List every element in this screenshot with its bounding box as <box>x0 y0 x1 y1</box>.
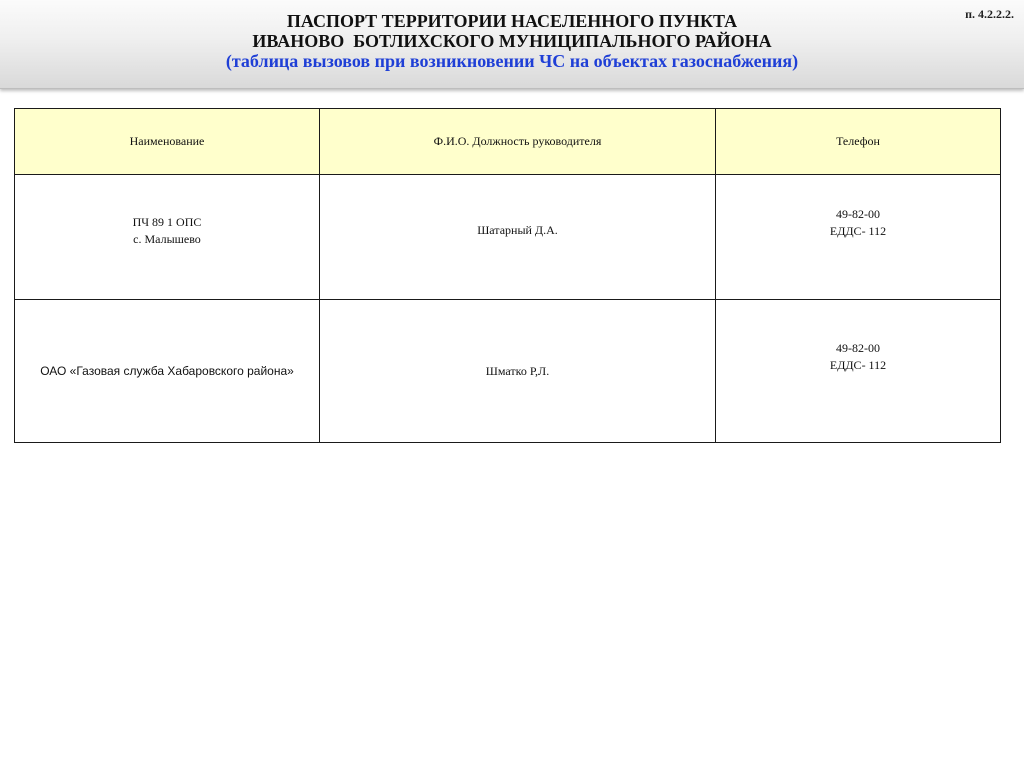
cell-phone-line: 49-82-00 <box>836 341 880 355</box>
emergency-calls-table <box>14 108 1001 443</box>
cell-phone-line: 49-82-00 <box>836 207 880 221</box>
table-row <box>15 175 1001 300</box>
table-row <box>15 300 1001 443</box>
title-subtitle: (таблица вызовов при возникновении ЧС на объектах газоснабжения) <box>225 51 799 71</box>
page-reference: п. 4.2.2.2. <box>965 7 1014 21</box>
column-header-name: Наименование <box>15 109 320 175</box>
cell-name-line: ОАО «Газовая служба Хабаровского района» <box>40 363 294 378</box>
cell-name-line: ПЧ 89 1 ОПС <box>132 215 202 229</box>
cell-head: Шматко Р,Л. <box>320 300 716 443</box>
page-title <box>0 11 1024 71</box>
cell-name <box>15 300 320 443</box>
cell-phone-line: ЕДДС- 112 <box>829 358 887 372</box>
table-header-row <box>15 109 1001 175</box>
column-header-phone: Телефон <box>716 109 1001 175</box>
title-line-1: ПАСПОРТ ТЕРРИТОРИИ НАСЕЛЕННОГО ПУНКТА <box>286 11 738 31</box>
cell-phone-line: ЕДДС- 112 <box>829 224 887 238</box>
cell-name-line: с. Малышево <box>133 232 201 246</box>
cell-name <box>15 175 320 300</box>
cell-head: Шатарный Д.А. <box>320 175 716 300</box>
cell-phone <box>716 175 1001 300</box>
title-banner <box>0 0 1024 89</box>
title-line-2: ИВАНОВО БОТЛИХСКОГО МУНИЦИПАЛЬНОГО РАЙОНА <box>252 31 772 51</box>
cell-phone <box>716 300 1001 443</box>
column-header-head: Ф.И.О. Должность руководителя <box>320 109 716 175</box>
